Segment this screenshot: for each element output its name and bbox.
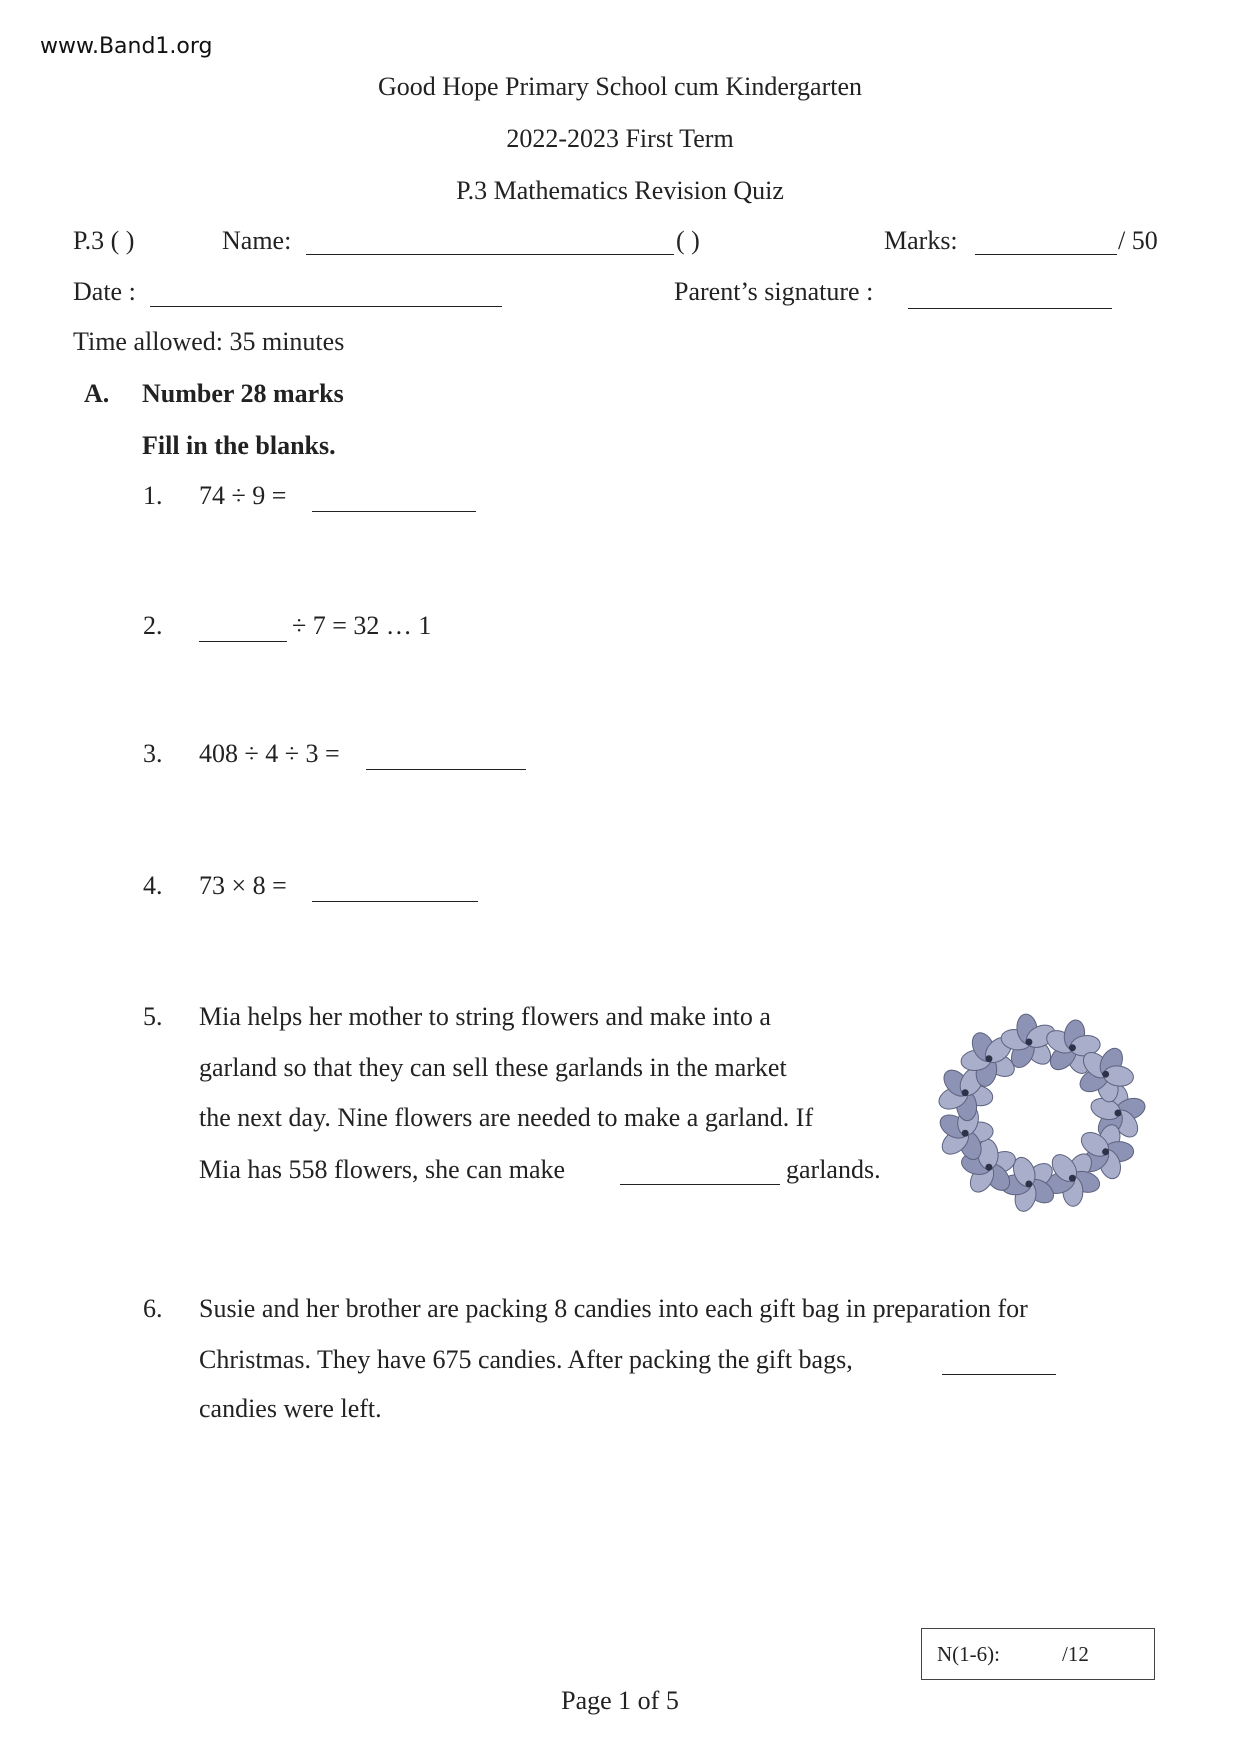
q4-answer[interactable] (312, 879, 478, 902)
q5-number: 5. (143, 1002, 163, 1031)
score-box-label: N(1-6): (937, 1642, 1000, 1666)
name-field[interactable] (306, 232, 674, 255)
page-number: Page 1 of 5 (561, 1686, 679, 1715)
score-box-total: /12 (1062, 1642, 1089, 1666)
q5-line: garland so that they can sell these garlands in the market (199, 1053, 787, 1082)
score-box (921, 1628, 1155, 1680)
date-field[interactable] (150, 284, 502, 307)
q1-text: 74 ÷ 9 = (199, 481, 287, 510)
q3-answer[interactable] (366, 747, 526, 770)
q6-answer[interactable] (942, 1352, 1056, 1375)
section-title: Number 28 marks (142, 379, 344, 408)
q2-answer[interactable] (199, 619, 287, 642)
marks-label: Marks: (884, 226, 958, 255)
q5-answer[interactable] (620, 1162, 780, 1185)
class-number: ( ) (676, 226, 700, 255)
section-letter: A. (84, 379, 110, 408)
term: 2022-2023 First Term (506, 124, 734, 153)
signature-field[interactable] (908, 286, 1112, 309)
watermark: www.Band1.org (40, 34, 213, 59)
q5-line: Mia helps her mother to string flowers and make into a (199, 1002, 771, 1031)
q1-number: 1. (143, 481, 163, 510)
signature-label: Parent’s signature : (674, 277, 874, 306)
q5-text-end: garlands. (786, 1155, 881, 1184)
garland-image (920, 995, 1160, 1235)
q1-answer[interactable] (312, 489, 476, 512)
quiz-title: P.3 Mathematics Revision Quiz (456, 176, 784, 205)
q5-line: the next day. Nine flowers are needed to make a garland. If (199, 1103, 814, 1132)
q2-number: 2. (143, 611, 163, 640)
date-label: Date : (73, 277, 136, 306)
q5-line: Mia has 558 flowers, she can make (199, 1155, 566, 1184)
q4-number: 4. (143, 871, 163, 900)
q2-text: ÷ 7 = 32 … 1 (292, 611, 432, 640)
q6-number: 6. (143, 1294, 163, 1323)
name-label: Name: (222, 226, 292, 255)
q4-text: 73 × 8 = (199, 871, 287, 900)
q6-line: candies were left. (199, 1394, 382, 1423)
marks-field[interactable] (975, 232, 1117, 255)
class-label: P.3 ( ) (73, 226, 135, 255)
q6-line: Christmas. They have 675 candies. After packing the gift bags, (199, 1345, 853, 1374)
q3-text: 408 ÷ 4 ÷ 3 = (199, 739, 340, 768)
q3-number: 3. (143, 739, 163, 768)
q6-line: Susie and her brother are packing 8 candies into each gift bag in preparation for (199, 1294, 1028, 1323)
time-allowed: Time allowed: 35 minutes (73, 327, 345, 356)
school-name: Good Hope Primary School cum Kindergarten (377, 72, 863, 101)
marks-total: / 50 (1118, 226, 1158, 255)
instruction: Fill in the blanks. (142, 431, 336, 460)
